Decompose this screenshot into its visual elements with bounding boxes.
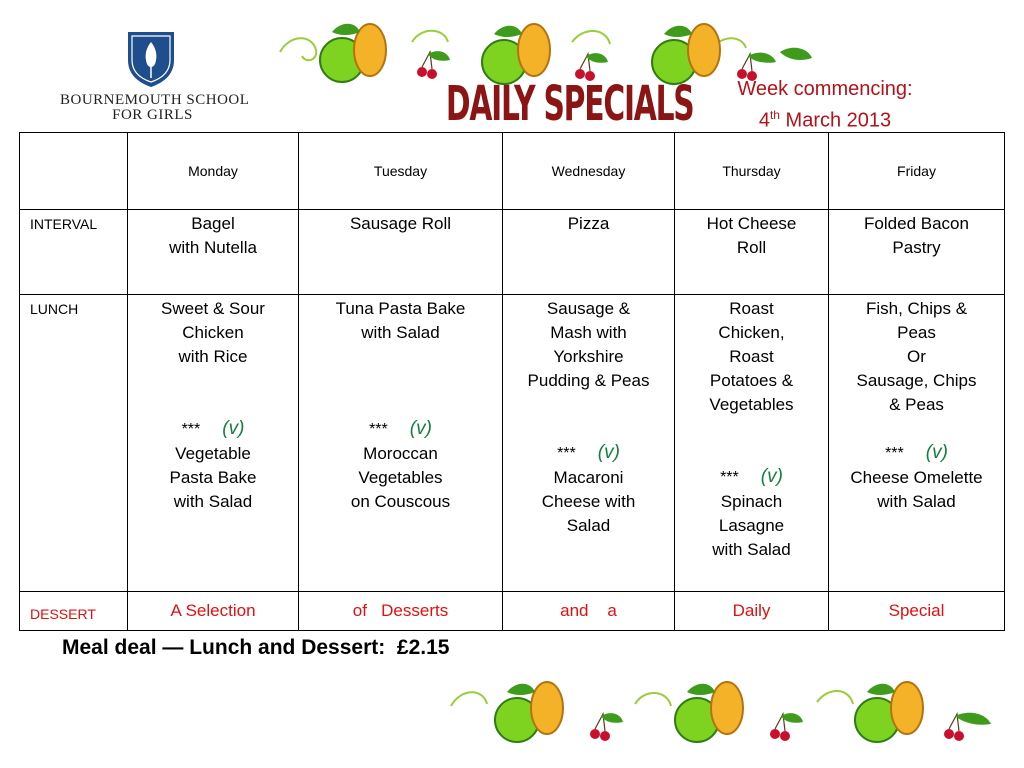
school-name-line1: BOURNEMOUTH SCHOOL: [60, 92, 250, 108]
interval-cell-friday: [829, 210, 1005, 295]
lunch-cell-wednesday: [503, 295, 675, 592]
row-label-interval: INTERVAL: [20, 210, 128, 295]
dessert-cell-friday: Special: [829, 592, 1005, 631]
lunch-cell-tuesday: [299, 295, 503, 592]
spacer: [303, 393, 498, 417]
school-crest-icon: [126, 30, 176, 88]
menu-table: [19, 132, 1005, 631]
spacer: [303, 345, 498, 393]
day-header: Thursday: [675, 133, 829, 210]
lunch-cell-thursday: [675, 295, 829, 592]
menu-line: Macaroni: [553, 468, 624, 487]
menu-line: with Rice: [178, 347, 248, 366]
menu-line: on Couscous: [350, 492, 451, 511]
menu-line: Peas: [897, 323, 936, 342]
meal-deal-text: Meal deal — Lunch and Dessert: £2.15: [62, 636, 450, 659]
vegetarian-icon: (v): [409, 418, 432, 439]
day-header: Monday: [128, 133, 299, 210]
interval-cell-monday: [128, 210, 299, 295]
vegetarian-icon: (v): [760, 466, 783, 487]
stars-marker: ***: [369, 421, 388, 438]
day-header: Friday: [829, 133, 1005, 210]
week-day-suffix: th: [769, 108, 780, 122]
day-header: Tuesday: [299, 133, 503, 210]
menu-line: Pastry: [892, 238, 941, 257]
interval-cell-tuesday: [299, 210, 503, 295]
school-logo: [60, 30, 250, 124]
dessert-cell-monday: A Selection: [128, 592, 299, 631]
week-month-year: March 2013: [779, 109, 892, 132]
menu-line: Potatoes &: [709, 371, 794, 390]
menu-line: Sausage &: [546, 299, 631, 318]
week-date: [700, 102, 950, 134]
interval-cell-wednesday: [503, 210, 675, 295]
table-header-row: [20, 133, 1005, 210]
spacer: [679, 417, 824, 465]
menu-line: Hot Cheese: [706, 214, 797, 233]
menu-line: with Salad: [877, 492, 956, 511]
menu-line: Lasagne: [718, 516, 785, 535]
stars-marker: ***: [557, 445, 576, 462]
menu-line: Chicken: [182, 323, 244, 342]
vegetarian-marker: [132, 417, 294, 442]
menu-line: Sausage, Chips: [856, 371, 977, 390]
menu-line: Moroccan: [363, 444, 438, 463]
spacer: [132, 369, 294, 417]
week-commencing: [700, 76, 950, 134]
week-label: Week commencing:: [737, 78, 913, 100]
lunch-cell-friday: [829, 295, 1005, 592]
menu-line: Tuna Pasta Bake: [335, 299, 466, 318]
corner-cell: [20, 133, 128, 210]
menu-line: with Salad: [712, 540, 791, 559]
vegetarian-marker: [303, 417, 498, 442]
menu-line: Sweet & Sour: [161, 299, 265, 318]
menu-line: Pudding & Peas: [527, 371, 650, 390]
dessert-cell-wednesday: and a: [503, 592, 675, 631]
lunch-row: [20, 295, 1005, 592]
menu-line: Pasta Bake: [169, 468, 257, 487]
fruit-garland-icon: [445, 670, 1005, 750]
menu-line: Chicken,: [718, 323, 785, 342]
vegetarian-marker: [833, 441, 1000, 466]
stars-marker: ***: [885, 445, 904, 462]
interval-row: [20, 210, 1005, 295]
menu-line: Mash with: [550, 323, 627, 342]
lunch-cell-monday: [128, 295, 299, 592]
menu-line: Pizza: [567, 214, 610, 233]
menu-line: Sausage Roll: [349, 214, 452, 233]
school-name-line2: FOR GIRLS: [112, 107, 193, 123]
row-label-lunch: LUNCH: [20, 295, 128, 592]
menu-line: Salad: [566, 516, 611, 535]
spacer: [833, 417, 1000, 441]
vegetarian-icon: (v): [925, 442, 948, 463]
interval-cell-thursday: [675, 210, 829, 295]
menu-line: Cheese Omelette: [850, 468, 983, 487]
menu-line: Roll: [736, 238, 767, 257]
menu-line: Folded Bacon: [864, 214, 969, 233]
stars-marker: ***: [181, 421, 201, 438]
menu-line: with Nutella: [169, 238, 257, 257]
vegetarian-icon: (v): [597, 442, 620, 463]
menu-line: Bagel: [191, 214, 235, 233]
menu-line: Fish, Chips &: [865, 299, 968, 318]
menu-line: Yorkshire: [553, 347, 624, 366]
spacer: [507, 393, 670, 441]
row-label-dessert: DESSERT: [20, 592, 128, 631]
menu-line: & Peas: [889, 395, 944, 414]
menu-line: Vegetable: [175, 444, 251, 463]
stars-marker: ***: [720, 469, 739, 486]
title-text: DAILY SPECIALS: [445, 76, 694, 132]
dessert-row: [20, 592, 1005, 631]
dessert-cell-thursday: Daily: [675, 592, 829, 631]
vegetarian-marker: [507, 441, 670, 466]
vegetarian-marker: [679, 465, 824, 490]
menu-line: Vegetables: [709, 395, 794, 414]
day-header: Wednesday: [503, 133, 675, 210]
menu-line: Roast: [729, 347, 774, 366]
menu-line: Roast: [729, 299, 774, 318]
menu-line: Spinach: [720, 492, 783, 511]
page-title: [370, 75, 694, 133]
menu-line: with Salad: [173, 492, 253, 511]
menu-line: Vegetables: [358, 468, 443, 487]
vegetarian-icon: (v): [222, 418, 245, 439]
menu-line: with Salad: [361, 323, 440, 342]
menu-line: Cheese with: [541, 492, 636, 511]
menu-line: Or: [907, 347, 926, 366]
week-day: 4: [758, 109, 770, 132]
dessert-cell-tuesday: of Desserts: [299, 592, 503, 631]
